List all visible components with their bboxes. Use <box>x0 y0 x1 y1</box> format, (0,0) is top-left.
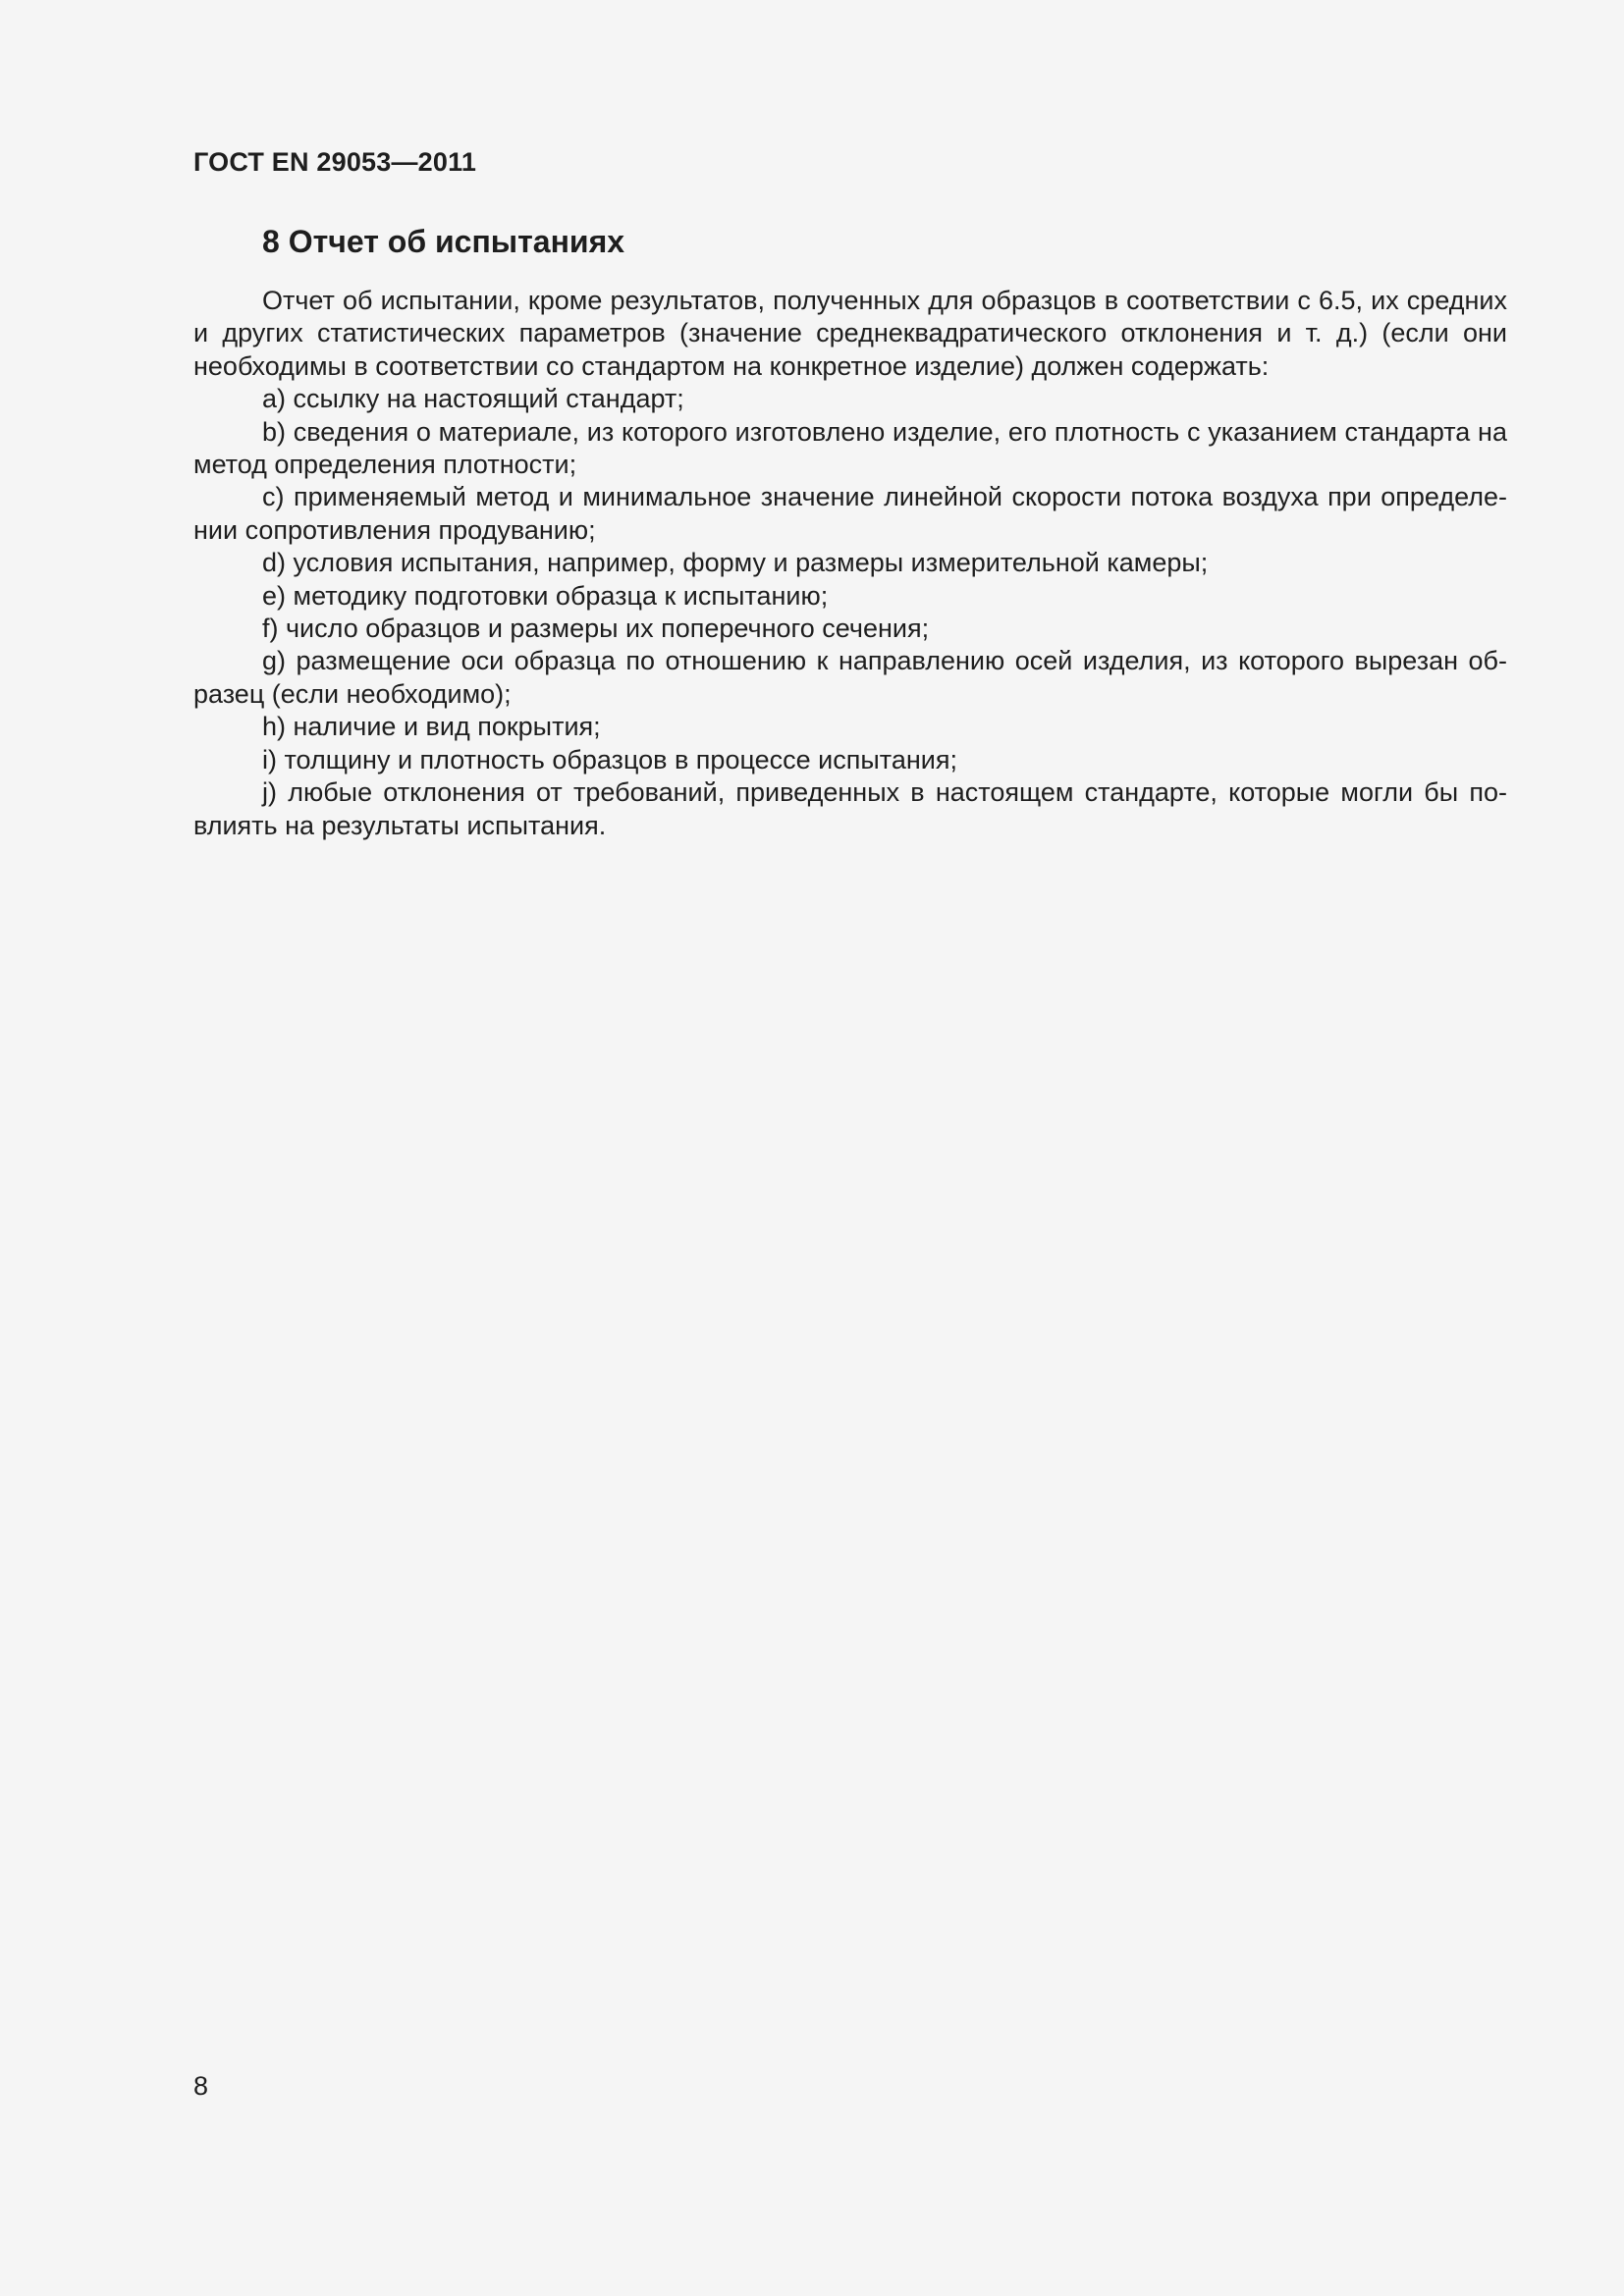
list-item: i) толщину и плотность образцов в процессе испытания; <box>262 744 957 774</box>
list-item: b) сведения о материале, из которого изготовлено изделие, его плотность с указанием стандарта на метод определения плотности; <box>193 416 1507 480</box>
section-body <box>193 285 1507 842</box>
list-item: j) любые отклонения от требований, приведенных в настоящем стандарте, которые могли бы повлиять на результаты испытания. <box>193 777 1507 840</box>
page-number: 8 <box>193 2071 209 2101</box>
list-item: g) размещение оси образца по отношению к направлению осей изделия, из которого вырезан образец (если необходимо); <box>193 646 1507 709</box>
intro-paragraph: Отчет об испытании, кроме результатов, полученных для образцов в соответствии с 6.5, их средних и других статистических параметров (значение среднеквадратического отклонения и т. д.) (если они необходимы в соответствии со стандартом на конкретное изделие) должен содержать: <box>193 286 1507 381</box>
list-item: е) методику подготовки образца к испытанию; <box>262 580 829 611</box>
list-item: h) наличие и вид покрытия; <box>262 712 601 742</box>
list-item: с) применяемый метод и минимальное значение линейной скорости потока воздуха при определении сопротивления продуванию; <box>193 482 1507 545</box>
list-item: d) условия испытания, например, форму и размеры измерительной камеры; <box>262 548 1209 578</box>
section-title: 8 Отчет об испытаниях <box>262 224 625 259</box>
list-item: f) число образцов и размеры их поперечного сечения; <box>262 614 930 644</box>
list-item: а) ссылку на настоящий стандарт; <box>262 384 684 414</box>
document-header: ГОСТ EN 29053—2011 <box>193 147 477 177</box>
